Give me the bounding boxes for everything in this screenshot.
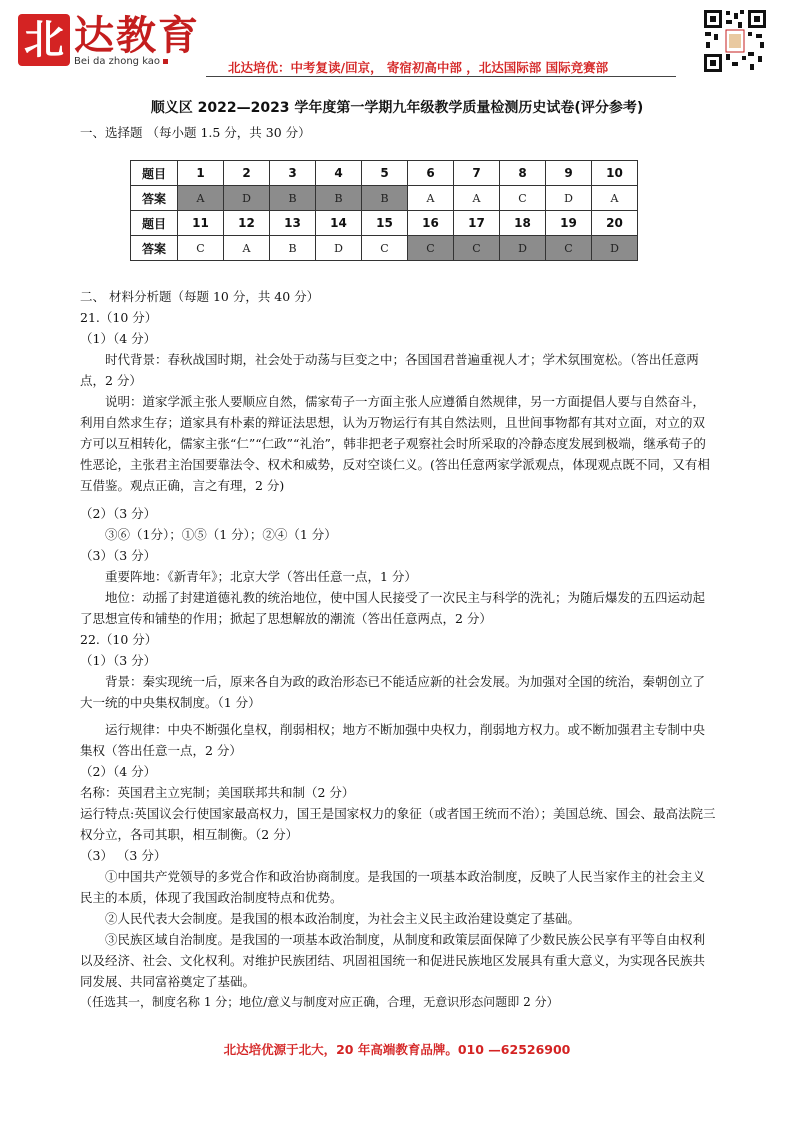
table-cell: 7 [454, 161, 500, 186]
table-cell: D [500, 236, 546, 261]
table-cell: 13 [270, 211, 316, 236]
table-cell: C [500, 186, 546, 211]
table-cell: 18 [500, 211, 546, 236]
table-cell: 6 [408, 161, 454, 186]
answer-table [130, 160, 638, 261]
header-tagline: 北达培优：中考复读/回京， 寄宿初高中部 ，北达国际部 国际竞赛部 [228, 60, 609, 75]
q22-part2-heading: （2）（4 分） [80, 764, 157, 779]
table-row [131, 211, 638, 236]
q21-heading: 21.（10 分） [80, 310, 158, 325]
table-cell: A [408, 186, 454, 211]
row-label-answer: 答案 [131, 236, 178, 261]
table-cell: B [362, 186, 408, 211]
table-cell: 9 [546, 161, 592, 186]
section-2-heading: 二、 材料分析题（每题 10 分，共 40 分） [80, 289, 320, 304]
row-label-answer: 答案 [131, 186, 178, 211]
q22-part1-pattern: 运行规律：中央不断强化皇权，削弱相权；地方不断加强中央权力，削弱地方权力。或不断加强君主专制中央集权（答出任意一点，2 分） [80, 722, 706, 758]
table-cell: 4 [316, 161, 362, 186]
table-cell: B [270, 186, 316, 211]
table-cell: A [592, 186, 638, 211]
document-title: 顺义区 2022—2023 学年度第一学期九年级教学质量检测历史试卷(评分参考) [150, 100, 644, 116]
table-cell: D [546, 186, 592, 211]
page-footer: 北达培优源于北大，20 年高端教育品牌。010 —62526900 [223, 1042, 571, 1057]
logo-seal: 北 [18, 14, 70, 66]
q22-part1-background: 背景：秦实现统一后，原来各自为政的政治形态已不能适应新的社会发展。为加强对全国的统治，秦朝创立了大一统的中央集权制度。（1 分） [80, 674, 706, 710]
logo-subtitle-text: Bei da zhong kao [74, 56, 161, 67]
qr-code-icon [702, 8, 768, 74]
table-cell: 20 [592, 211, 638, 236]
section-1-heading: 一、选择题 （每小题 1.5 分，共 30 分） [80, 125, 311, 140]
table-cell: A [224, 236, 270, 261]
q21-part1-heading: （1）（4 分） [80, 331, 157, 346]
table-cell: 19 [546, 211, 592, 236]
logo-subtitle [74, 56, 168, 67]
table-cell: 17 [454, 211, 500, 236]
table-cell: D [592, 236, 638, 261]
row-label-question: 题目 [131, 161, 178, 186]
table-cell: 2 [224, 161, 270, 186]
table-cell: D [224, 186, 270, 211]
q21-part2-heading: （2）（3 分） [80, 506, 157, 521]
q22-part2-names: 名称：英国君主立宪制；美国联邦共和制（2 分） [80, 785, 355, 800]
table-cell: 8 [500, 161, 546, 186]
table-cell: C [454, 236, 500, 261]
table-cell: 15 [362, 211, 408, 236]
table-cell: C [546, 236, 592, 261]
q22-part3-option1: ①中国共产党领导的多党合作和政治协商制度。是我国的一项基本政治制度，反映了人民当家作主的社会主义民主的本质，体现了我国政治制度特点和优势。 [80, 869, 706, 905]
table-cell: 11 [178, 211, 224, 236]
logo-text: 达教育 [74, 12, 200, 59]
table-row [131, 236, 638, 261]
table-cell: B [270, 236, 316, 261]
page-header [0, 0, 794, 80]
table-cell: 12 [224, 211, 270, 236]
table-cell: D [316, 236, 362, 261]
table-cell: 1 [178, 161, 224, 186]
q22-part3-option2: ②人民代表大会制度。是我国的根本政治制度，为社会主义民主政治建设奠定了基础。 [105, 911, 581, 926]
table-cell: C [408, 236, 454, 261]
header-divider [206, 76, 676, 77]
table-cell: 14 [316, 211, 362, 236]
q22-part3-heading: （3） （3 分） [80, 848, 167, 863]
table-cell: C [178, 236, 224, 261]
q22-part3-option3: ③民族区域自治制度。是我国的一项基本政治制度，从制度和政策层面保障了少数民族公民享有平等自由权利以及经济、社会、文化权利。对维护民族团结、巩固祖国统一和促进民族地区发展具有重大意义，为实现各民族共同发展、共同富裕奠定了基础。 [80, 932, 706, 989]
table-cell: 3 [270, 161, 316, 186]
table-cell: A [454, 186, 500, 211]
q21-part3-status: 地位：动摇了封建道德礼教的统治地位，使中国人民接受了一次民主与科学的洗礼；为随后爆发的五四运动起了思想宣传和铺垫的作用；掀起了思想解放的潮流（答出任意两点，2 分） [80, 590, 706, 626]
q22-part2-features: 运行特点:英国议会行使国家最高权力，国王是国家权力的象征（或者国王统而不治）；美国总统、国会、最高法院三权分立，各司其职，相互制衡。（2 分） [80, 806, 716, 842]
table-cell: C [362, 236, 408, 261]
table-row [131, 186, 638, 211]
q21-part1-background: 时代背景：春秋战国时期，社会处于动荡与巨变之中；各国国君普遍重视人才；学术氛围宽松。（答出任意两点，2 分） [80, 352, 699, 388]
q21-part2-answer: ③⑥（1分）；①⑤（1 分）；②④（1 分） [105, 527, 337, 542]
q21-part1-explanation: 说明：道家学派主张人要顺应自然，儒家荀子一方面主张人应遵循自然规律，另一方面提倡人要与自然奋斗，利用自然求生存；道家具有朴素的辩证法思想，认为万物运行有其自然法则，且世间事物都有其对立面，对立的双方可以互相转化，儒家主张“仁”“仁政”“礼治”，韩非把老子观察社会时所采取的冷静态度发展到极端，继承荀子的性恶论，主张君主治国要靠法令、权术和威势，反对空谈仁义。(答出任意两家学派观点，体现观点既不同，又有相互借鉴。观点正确，言之有理，2 分) [80, 394, 710, 493]
q22-heading: 22.（10 分） [80, 632, 158, 647]
table-row [131, 161, 638, 186]
row-label-question: 题目 [131, 211, 178, 236]
table-cell: 16 [408, 211, 454, 236]
table-cell: 10 [592, 161, 638, 186]
q22-part1-heading: （1）（3 分） [80, 653, 157, 668]
table-cell: A [178, 186, 224, 211]
q22-part3-note: （任选其一，制度名称 1 分；地位/意义与制度对应正确，合理，无意识形态问题即 2 分） [80, 995, 559, 1009]
table-cell: 5 [362, 161, 408, 186]
logo-dot [163, 59, 168, 64]
table-cell: B [316, 186, 362, 211]
q21-part3-base: 重要阵地：《新青年》；北京大学（答出任意一点，1 分） [105, 569, 417, 584]
q21-part3-heading: （3）（3 分） [80, 548, 157, 563]
